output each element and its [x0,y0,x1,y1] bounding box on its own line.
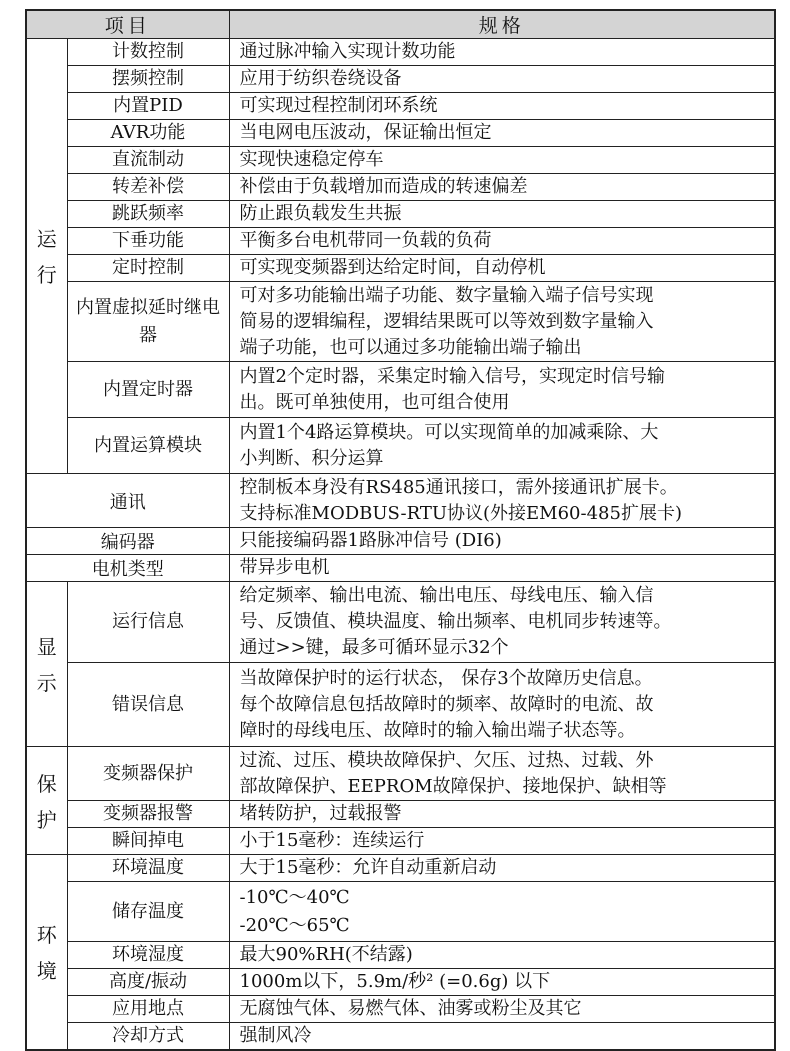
text-line: 防止跟负载发生共振 [239,203,402,224]
table-row [26,93,775,120]
text-line: 当电网电压波动，保证输出恒定 [239,122,492,143]
item-name: 计数控制 [67,39,229,66]
group-env [26,855,67,1051]
text-line: 大于15毫秒：允许自动重新启动 [239,857,497,878]
spec-cell [229,147,775,174]
text-line: 继电器 [139,296,220,346]
header-item: 项目 [26,10,229,39]
header-row [26,10,775,39]
table-row [26,474,775,528]
table-row [26,942,775,969]
item-name: 电机类型 [26,555,229,582]
spec-cell [229,255,775,282]
item-name: 变频器报警 [67,801,229,828]
text-line: 简易的逻辑编程，逻辑结果既可以等效到数字量输入 [239,310,654,332]
text-line: 内置1个4路运算模块。可以实现简单的加减乘除、大 [239,421,659,443]
text-line: -20℃～65℃ [239,914,350,936]
item-name: 编码器 [26,528,229,555]
text-line: 可实现变频器到达给定时间，自动停机 [239,257,546,278]
spec-cell [229,663,775,747]
item-name: 环境温度 [67,855,229,882]
table-row [26,255,775,282]
text-line: 支持标准MODBUS-RTU协议(外接EM60-485扩展卡) [239,502,682,524]
table-row [26,362,775,418]
group-display-label: 显 示 [36,635,57,695]
item-name: 下垂功能 [67,228,229,255]
item-name: 高度/振动 [67,969,229,996]
text-line: 内置2个定时器，采集定时输入信号，实现定时信号输 [239,365,665,387]
text-line: 小于15毫秒：连续运行 [239,830,425,851]
text-line: 1000m以下，5.9m/秒² (=0.6g) 以下 [239,971,551,992]
spec-cell [229,474,775,528]
text-line: 通过脉冲输入实现计数功能 [239,41,456,62]
spec-cell [229,362,775,418]
text-line: 只能接编码器1路脉冲信号 (DI6) [239,530,502,551]
spec-cell [229,39,775,66]
text-line: 小判断、积分运算 [239,447,384,469]
item-name: 内置PID [67,93,229,120]
table-row [26,828,775,855]
item-name: 内置定时器 [67,362,229,418]
text-line: 补偿由于负载增加而造成的转速偏差 [239,176,528,197]
text-line: 当故障保护时的运行状态， 保存3个故障历史信息。 [239,667,653,689]
spec-sheet [25,9,774,1046]
text-line: 内置虚拟延时 [76,296,184,318]
spec-cell [229,747,775,801]
spec-cell [229,228,775,255]
table-row [26,147,775,174]
item-name: 变频器保护 [67,747,229,801]
text-line: 堵转防护，过载报警 [239,803,402,824]
spec-cell [229,120,775,147]
table-row [26,201,775,228]
text-line: 强制风冷 [239,1025,312,1046]
text-line: 障时的母线电压、故障时的输入输出端子状态等。 [239,719,636,741]
group-protect [26,747,67,855]
text-line: 出。既可单独使用，也可组合使用 [239,391,510,413]
text-line: 控制板本身没有RS485通讯接口，需外接通讯扩展卡。 [239,476,678,498]
spec-cell [229,969,775,996]
item-name: 环境湿度 [67,942,229,969]
group-display [26,582,67,747]
spec-cell [229,93,775,120]
item-name: 通讯 [26,474,229,528]
table-row [26,120,775,147]
spec-cell [229,174,775,201]
item-name: 定时控制 [67,255,229,282]
group-run-label: 运 行 [36,227,57,287]
text-line: 给定频率、输出电流、输出电压、母线电压、输入信 [239,585,654,606]
text-line: 端子功能，也可以通过多功能输出端子输出 [239,336,582,358]
text-line: 无腐蚀气体、易燃气体、油雾或粉尘及其它 [239,998,582,1019]
text-line: 平衡多台电机带同一负载的负荷 [239,230,492,251]
spec-cell [229,942,775,969]
table-row [26,418,775,474]
text-line: 应用于纺织卷绕设备 [239,68,402,89]
item-name: 摆频控制 [67,66,229,93]
text-line: 可实现过程控制闭环系统 [239,95,438,116]
table-row [26,582,775,663]
item-name: 跳跃频率 [67,201,229,228]
table-row [26,39,775,66]
text-line: 最大90%RH(不结露) [239,944,413,965]
group-env-label: 环 境 [36,923,57,983]
table-row [26,555,775,582]
text-line: 每个故障信息包括故障时的频率、故障时的电流、故 [239,693,654,715]
table-row [26,969,775,996]
spec-cell [229,882,775,942]
text-line: -10℃～40℃ [239,886,350,908]
spec-cell [229,582,775,663]
spec-cell [229,855,775,882]
item-name: 错误信息 [67,663,229,747]
table-row [26,228,775,255]
text-line: 号、反馈值、模块温度、输出频率、电机同步转速等。 [239,611,672,632]
item-name: 直流制动 [67,147,229,174]
spec-cell [229,201,775,228]
group-protect-label: 保 护 [36,771,57,832]
text-line: 带异步电机 [239,557,330,578]
item-name [67,282,229,362]
item-name: 运行信息 [67,582,229,663]
spec-table [25,9,776,1051]
table-row [26,801,775,828]
table-row [26,66,775,93]
table-row [26,747,775,801]
spec-cell [229,828,775,855]
table-row [26,174,775,201]
text-line: 通过>>键，最多可循环显示32个 [239,637,509,658]
item-name: 应用地点 [67,996,229,1023]
text-line: 可对多功能输出端子功能、数字量输入端子信号实现 [239,284,654,306]
item-name: 储存温度 [67,882,229,942]
spec-cell [229,996,775,1023]
table-row [26,282,775,362]
spec-cell [229,801,775,828]
spec-cell [229,282,775,362]
spec-cell [229,66,775,93]
text-line: 过流、过压、模块故障保护、欠压、过热、过载、外 [239,749,654,771]
item-name: AVR功能 [67,120,229,147]
table-row [26,663,775,747]
item-name: 瞬间掉电 [67,828,229,855]
item-name: 冷却方式 [67,1023,229,1051]
text-line: 部故障保护、EEPROM故障保护、接地保护、缺相等 [239,775,667,797]
item-name: 内置运算模块 [67,418,229,474]
table-row [26,528,775,555]
spec-cell [229,528,775,555]
table-row [26,996,775,1023]
spec-cell [229,418,775,474]
header-spec: 规格 [229,10,775,39]
table-row [26,855,775,882]
text-line: 实现快速稳定停车 [239,149,384,170]
group-run [26,39,67,474]
table-row [26,1023,775,1051]
table-row [26,882,775,942]
spec-cell [229,555,775,582]
spec-cell [229,1023,775,1051]
item-name: 转差补偿 [67,174,229,201]
